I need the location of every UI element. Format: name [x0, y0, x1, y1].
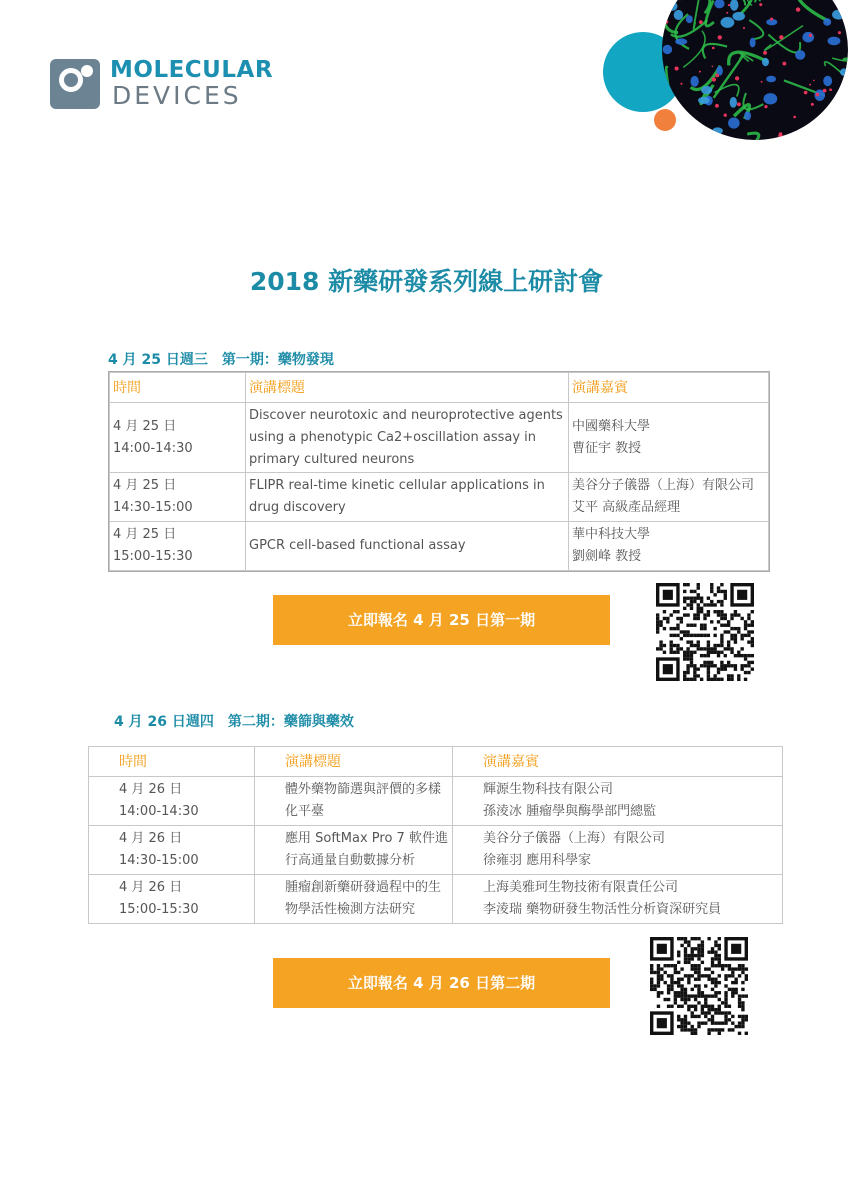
row-topic: 應用 SoftMax Pro 7 軟件進行高通量自動數據分析: [255, 826, 453, 875]
row-speaker: 李淩瑞 藥物研發生物活性分析資深研究員: [483, 902, 722, 917]
row-date: 4 月 25 日: [113, 418, 177, 434]
table-row: [110, 403, 769, 473]
row-date: 4 月 25 日: [113, 478, 177, 493]
row-org: 美谷分子儀器（上海）有限公司: [483, 831, 666, 846]
session-2-heading: 4 月 26 日週四 第二期：藥篩與藥效: [114, 714, 354, 730]
row-speaker: 曹征宇 教授: [572, 440, 642, 456]
row-topic: Discover neurotoxic and neuroprotective agents using a phenotypic Ca2+oscillation assay in primary cultured neurons: [246, 403, 569, 473]
row-speaker: 劉劍峰 教授: [572, 549, 642, 564]
row-time: 14:00-14:30: [119, 804, 199, 819]
column-header-time: 時間: [110, 373, 246, 403]
row-date: 4 月 25 日: [113, 527, 177, 542]
logo-text-molecular: MOLECULAR: [110, 57, 274, 83]
table-row: [89, 777, 783, 826]
table-row: [110, 522, 769, 571]
row-org: 華中科技大學: [572, 527, 651, 542]
row-org: 上海美雅珂生物技術有限責任公司: [483, 880, 679, 895]
row-org: 中國藥科大學: [572, 418, 651, 434]
qr-code-icon[interactable]: [650, 937, 748, 1035]
row-org: 美谷分子儀器（上海）有限公司: [572, 478, 755, 493]
row-time: 14:30-15:00: [113, 500, 193, 515]
table-row: [89, 875, 783, 924]
row-time: 14:00-14:30: [113, 440, 193, 456]
session-1-heading: 4 月 25 日週三 第一期：藥物發現: [108, 352, 334, 368]
table-row: [89, 826, 783, 875]
row-speaker: 孫淩冰 腫瘤學與酶學部門總監: [483, 804, 657, 819]
logo-mark-icon: [50, 59, 100, 109]
row-speaker: 艾平 高級產品經理: [572, 500, 681, 515]
column-header-speaker: 演講嘉賓: [569, 373, 769, 403]
row-topic: FLIPR real-time kinetic cellular applications in drug discovery: [246, 473, 569, 522]
row-org: 輝源生物科技有限公司: [483, 782, 614, 797]
cell-microscopy-image: [662, 0, 848, 140]
row-time: 14:30-15:00: [119, 853, 199, 868]
table-header-row: [110, 373, 769, 403]
row-time: 15:00-15:30: [119, 902, 199, 917]
row-topic: GPCR cell-based functional assay: [246, 522, 569, 571]
table-header-row: [89, 747, 783, 777]
column-header-time: 時間: [89, 747, 255, 777]
qr-code-icon[interactable]: [656, 583, 754, 681]
molecular-devices-logo: [50, 55, 300, 111]
session-2-table: [88, 746, 783, 924]
session-1-table: [109, 372, 769, 571]
row-topic: 體外藥物篩選與評價的多樣化平臺: [255, 777, 453, 826]
page-title: 2018 新藥研發系列線上研討會: [249, 267, 604, 296]
register-session-2-button[interactable]: 立即報名 4 月 26 日第二期: [273, 958, 610, 1008]
row-date: 4 月 26 日: [119, 831, 183, 846]
column-header-speaker: 演講嘉賓: [453, 747, 783, 777]
row-date: 4 月 26 日: [119, 880, 183, 895]
column-header-topic: 演講標題: [246, 373, 569, 403]
logo-text-devices: DEVICES: [112, 81, 242, 110]
register-session-1-button[interactable]: 立即報名 4 月 25 日第一期: [273, 595, 610, 645]
row-topic: 腫瘤創新藥研發過程中的生物學活性檢測方法研究: [255, 875, 453, 924]
row-speaker: 徐雍羽 應用科學家: [483, 853, 592, 868]
decorative-orange-dot: [654, 109, 676, 131]
column-header-topic: 演講標題: [255, 747, 453, 777]
row-date: 4 月 26 日: [119, 782, 183, 797]
row-time: 15:00-15:30: [113, 549, 193, 564]
table-row: [110, 473, 769, 522]
